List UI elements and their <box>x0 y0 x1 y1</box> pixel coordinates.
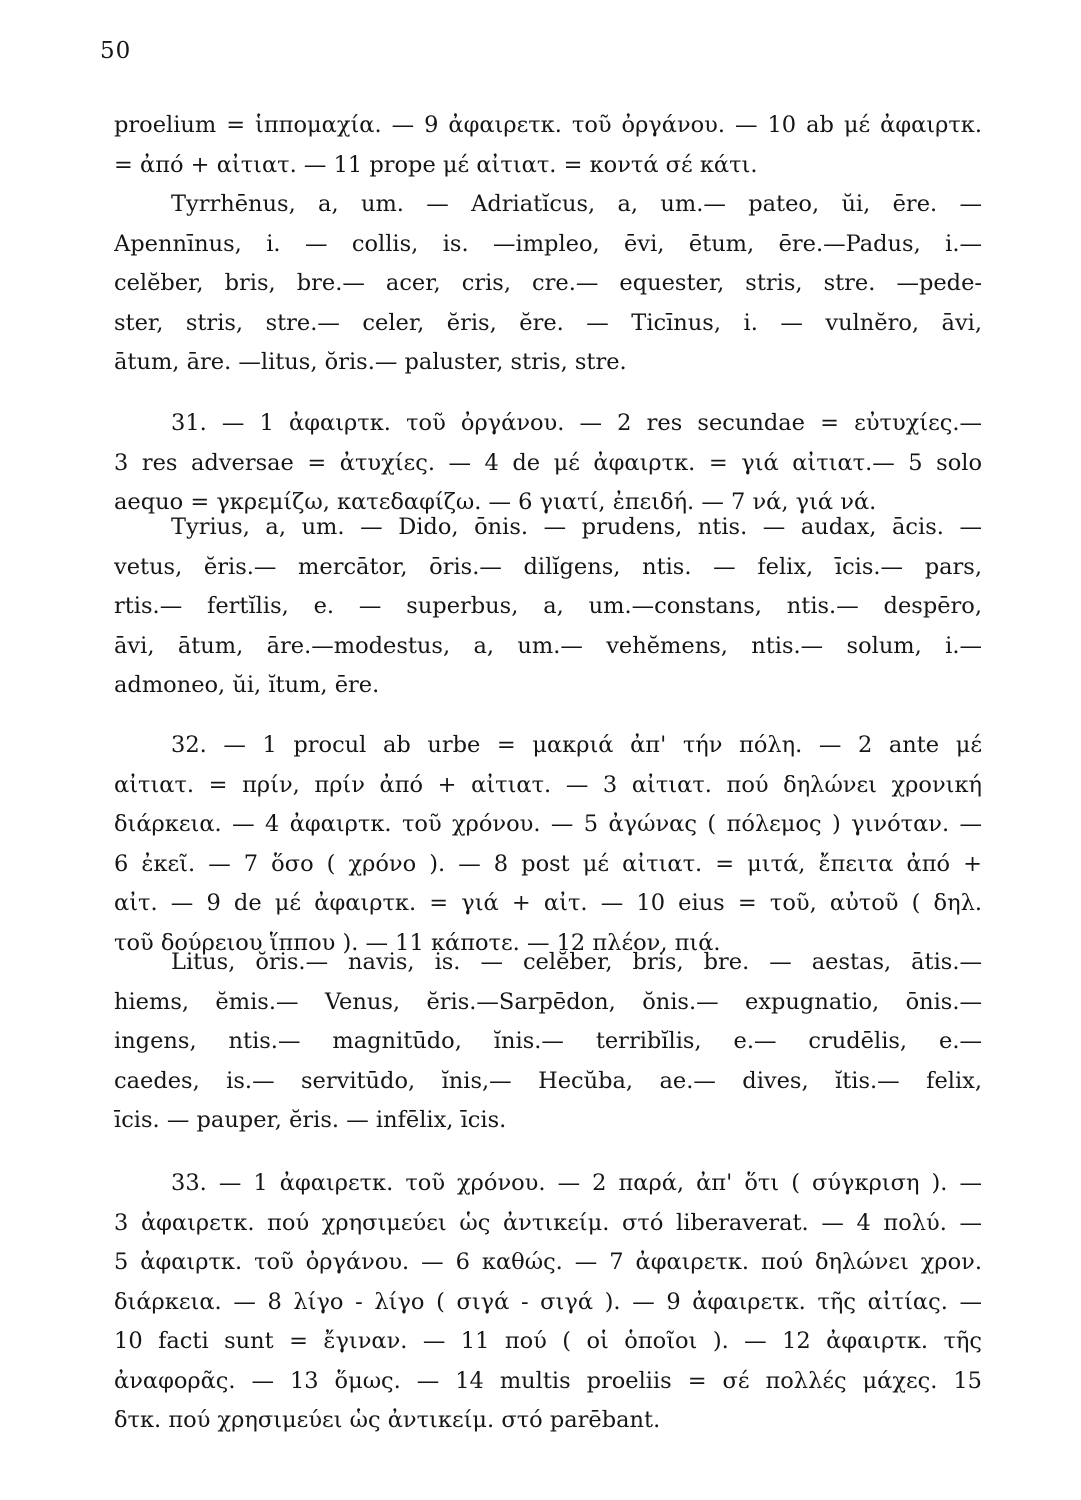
text-line: rtis.— fertĭlis, e. — superbus, a, um.—constans, ntis.— despēro, <box>114 593 982 619</box>
text-line: āvi, ātum, āre.—modestus, a, um.— vehĕmens, ntis.— solum, i.— <box>114 632 982 659</box>
text-line: hiems, ĕmis.— Venus, ĕris.—Sarpēdon, ŏnis.— expugnatio, ōnis.— <box>114 988 982 1015</box>
text-line: 10 facti sunt = ἔγιναν. — 11 πού ( οἱ ὁποῖοι ). — 12 ἀφαιρτκ. τῆς <box>114 1328 982 1354</box>
section-heading-line: 33. — 1 ἀφαιρετκ. τοῦ χρόνου. — 2 παρά, ἀπ' ὅτι ( σύγκριση ). — <box>171 1170 982 1196</box>
text-line: admoneo, ŭi, ĭtum, ēre. <box>114 672 380 698</box>
notes-section-32 <box>114 726 982 963</box>
text-line: αἰτ. — 9 de μέ ἀφαιρτκ. = γιά + αἰτ. — 10 eius = τοῦ, αὐτοῦ ( δηλ. <box>114 890 982 916</box>
vocabulary-list-32 <box>114 943 982 1141</box>
text-line: δτκ. πού χρησιμεύει ὡς ἀντικείμ. στό parēbant. <box>114 1407 661 1433</box>
text-line: αἰτιατ. = πρίν, πρίν ἀπό + αἰτιατ. — 3 αἰτιατ. πού δηλώνει χρονική <box>114 771 982 798</box>
text-line: τοῦ δούρειου ἵππου ). — 11 κάποτε. — 12 πλέον, πιά. <box>114 929 721 956</box>
text-line: 3 ἀφαιρετκ. πού χρησιμεύει ὡς ἀντικείμ. στό liberaverat. — 4 πολύ. — <box>114 1209 982 1236</box>
text-line: 6 ἐκεῖ. — 7 ὅσο ( χρόνο ). — 8 post μέ αἰτιατ. = μιτά, ἔπειτα ἀπό + <box>114 850 982 877</box>
text-line: Tyrrhēnus, a, um. — Adriatĭcus, a, um.— pateo, ŭi, ēre. — <box>171 191 982 217</box>
text-line: īcis. — pauper, ĕris. — infēlix, īcis. <box>114 1107 507 1133</box>
text-line: διάρκεια. — 4 ἀφαιρτκ. τοῦ χρόνου. — 5 ἀγώνας ( πόλεμος ) γινόταν. — <box>114 811 982 837</box>
text-line: 3 res adversae = ἀτυχίες. — 4 de μέ ἀφαιρτκ. = γιά αἰτιατ.— 5 solo <box>114 449 982 476</box>
text-line: caedes, is.— servitūdo, ĭnis,— Hecŭba, ae.— dives, ĭtis.— felix, <box>114 1067 982 1094</box>
section-heading-line: 31. — 1 ἀφαιρτκ. τοῦ ὀργάνου. — 2 res secundae = εὐτυχίες.— <box>171 410 982 436</box>
text-line: ātum, āre. —litus, ŏris.— paluster, stris, stre. <box>114 349 627 375</box>
text-line: vetus, ĕris.— mercātor, ōris.— dilĭgens, ntis. — felix, īcis.— pars, <box>114 553 982 580</box>
text-line: Apennīnus, i. — collis, is. —impleo, ēvi, ētum, ēre.—Padus, i.— <box>114 230 982 257</box>
text-line: ingens, ntis.— magnitūdo, ĭnis.— terribĭlis, e.— crudēlis, e.— <box>114 1028 982 1054</box>
text-line: aequo = γκρεμίζω, κατεδαφίζω. — 6 γιατί, ἐπειδή. — 7 νά, γιά νά. <box>114 489 877 515</box>
text-line: Litus, ŏris.— navis, is. — celĕber, bris, bre. — aestas, ātis.— <box>171 949 982 975</box>
notes-section-33 <box>114 1164 982 1441</box>
text-line: proelium = ἱππομαχία. — 9 ἀφαιρετκ. τοῦ ὀργάνου. — 10 ab μέ ἀφαιρτκ. <box>114 112 982 138</box>
text-line: ἀναφορᾶς. — 13 ὅμως. — 14 multis proeliis = σέ πολλές μάχες. 15 <box>114 1367 982 1394</box>
notes-section-31 <box>114 404 982 523</box>
intro-notes <box>114 106 982 185</box>
text-line: celĕber, bris, bre.— acer, cris, cre.— equester, stris, stre. —pede- <box>114 270 982 296</box>
text-line: διάρκεια. — 8 λίγο - λίγο ( σιγά - σιγά ). — 9 ἀφαιρετκ. τῆς αἰτίας. — <box>114 1288 982 1315</box>
section-heading-line: 32. — 1 procul ab urbe = μακριά ἀπ' τήν πόλη. — 2 ante μέ <box>171 732 982 758</box>
text-line: = ἀπό + αἰτιατ. — 11 prope μέ αἰτιατ. = κοντά σέ κάτι. <box>114 151 758 178</box>
vocabulary-list-30 <box>114 185 982 383</box>
page-number: 50 <box>100 38 132 64</box>
text-line: 5 ἀφαιρτκ. τοῦ ὀργάνου. — 6 καθώς. — 7 ἀφαιρετκ. πού δηλώνει χρον. <box>114 1249 982 1275</box>
vocabulary-list-31 <box>114 508 982 706</box>
text-line: Tyrius, a, um. — Dido, ōnis. — prudens, ntis. — audax, ācis. — <box>171 514 982 540</box>
text-line: ster, stris, stre.— celer, ĕris, ĕre. — Ticīnus, i. — vulnĕro, āvi, <box>114 309 982 336</box>
